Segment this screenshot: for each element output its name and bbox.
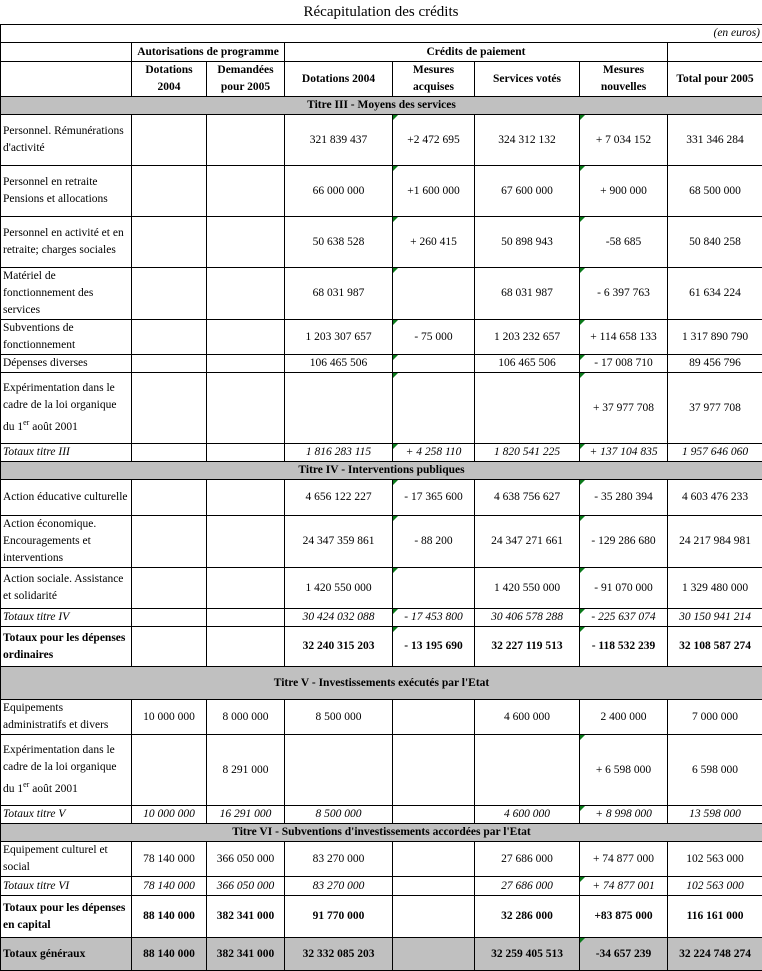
value-cell (132, 516, 207, 568)
row-label: Equipement culturel et social (1, 842, 132, 877)
value-cell: - 17 453 800 (393, 609, 475, 627)
value-cell (285, 735, 393, 806)
value-cell: 27 686 000 (475, 877, 580, 896)
col-header: Mesures nouvelles (580, 62, 668, 97)
table-row (1, 320, 762, 355)
table-row (1, 700, 762, 735)
value-cell: 13 598 000 (668, 806, 762, 824)
value-cell (207, 320, 285, 355)
col-header: Demandées pour 2005 (207, 62, 285, 97)
value-cell (393, 373, 475, 444)
value-cell: 30 424 032 088 (285, 609, 393, 627)
subtotal-row (1, 609, 762, 627)
row-label: Subventions de fonctionnement (1, 320, 132, 355)
value-cell: 2 400 000 (580, 700, 668, 735)
value-cell: 106 465 506 (475, 355, 580, 373)
section-row (1, 824, 762, 842)
value-cell: 366 050 000 (207, 877, 285, 896)
value-cell: 102 563 000 (668, 842, 762, 877)
row-label: Totaux titre IV (1, 609, 132, 627)
value-cell: 32 240 315 203 (285, 627, 393, 667)
value-cell: +83 875 000 (580, 896, 668, 938)
value-cell: -34 657 239 (580, 938, 668, 971)
value-cell: - 17 365 600 (393, 480, 475, 516)
value-cell (132, 166, 207, 217)
value-cell: - 6 397 763 (580, 268, 668, 320)
value-cell: - 91 070 000 (580, 568, 668, 609)
value-cell: 1 820 541 225 (475, 444, 580, 462)
value-cell: 30 150 941 214 (668, 609, 762, 627)
table-row (1, 516, 762, 568)
value-cell: 88 140 000 (132, 938, 207, 971)
subtotal-row (1, 444, 762, 462)
table-row (1, 355, 762, 373)
col-header: Dotations 2004 (285, 62, 393, 97)
value-cell: 24 347 271 661 (475, 516, 580, 568)
value-cell: 61 634 224 (668, 268, 762, 320)
value-cell: 8 291 000 (207, 735, 285, 806)
total-row (1, 896, 762, 938)
value-cell (207, 480, 285, 516)
value-cell: 8 000 000 (207, 700, 285, 735)
value-cell (207, 166, 285, 217)
row-label: Totaux pour les dépenses ordinaires (1, 627, 132, 667)
value-cell (132, 609, 207, 627)
cp-group-header: Crédits de paiement (285, 43, 668, 62)
table-row (1, 842, 762, 877)
value-cell: 1 420 550 000 (475, 568, 580, 609)
value-cell: 321 839 437 (285, 115, 393, 166)
value-cell: 50 898 943 (475, 217, 580, 268)
value-cell (393, 735, 475, 806)
row-label: Expérimentation dans le cadre de la loi organique du 1er août 2001 (1, 735, 132, 806)
value-cell: 88 140 000 (132, 896, 207, 938)
value-cell (207, 217, 285, 268)
value-cell: 1 816 283 115 (285, 444, 393, 462)
value-cell: 7 000 000 (668, 700, 762, 735)
value-cell (207, 268, 285, 320)
row-label: Totaux généraux (1, 938, 132, 971)
value-cell: 16 291 000 (207, 806, 285, 824)
value-cell (132, 735, 207, 806)
value-cell: - 225 637 074 (580, 609, 668, 627)
value-cell: - 35 280 394 (580, 480, 668, 516)
value-cell (393, 268, 475, 320)
row-label: Matériel de fonctionnement des services (1, 268, 132, 320)
value-cell: 32 224 748 274 (668, 938, 762, 971)
row-label: Personnel. Rémunérations d'activité (1, 115, 132, 166)
total-row (1, 627, 762, 667)
row-label: Totaux pour les dépenses en capital (1, 896, 132, 938)
value-cell (393, 877, 475, 896)
section-row (1, 97, 762, 115)
value-cell: 10 000 000 (132, 806, 207, 824)
value-cell: 68 031 987 (475, 268, 580, 320)
value-cell: + 900 000 (580, 166, 668, 217)
table-row (1, 480, 762, 516)
value-cell: 6 598 000 (668, 735, 762, 806)
value-cell (132, 217, 207, 268)
value-cell (207, 609, 285, 627)
value-cell: + 74 877 000 (580, 842, 668, 877)
value-cell: 50 840 258 (668, 217, 762, 268)
value-cell: 24 347 359 861 (285, 516, 393, 568)
value-cell: 10 000 000 (132, 700, 207, 735)
table-row (1, 268, 762, 320)
value-cell: 27 686 000 (475, 842, 580, 877)
value-cell: 32 108 587 274 (668, 627, 762, 667)
value-cell: + 260 415 (393, 217, 475, 268)
col-header: Mesures acquises (393, 62, 475, 97)
value-cell: +1 600 000 (393, 166, 475, 217)
value-cell: 67 600 000 (475, 166, 580, 217)
value-cell (132, 568, 207, 609)
value-cell: - 17 008 710 (580, 355, 668, 373)
section-title: Titre VI - Subventions d'investissements accordées par l'Etat (1, 824, 762, 842)
value-cell: + 137 104 835 (580, 444, 668, 462)
value-cell: - 129 286 680 (580, 516, 668, 568)
value-cell (393, 806, 475, 824)
table-row (1, 373, 762, 444)
unit-label: (en euros) (668, 25, 762, 43)
value-cell: 8 500 000 (285, 700, 393, 735)
value-cell: + 114 658 133 (580, 320, 668, 355)
header-group-row (1, 43, 762, 62)
value-cell: 32 259 405 513 (475, 938, 580, 971)
value-cell: 4 638 756 627 (475, 480, 580, 516)
value-cell: 68 031 987 (285, 268, 393, 320)
value-cell (393, 568, 475, 609)
grand-total-row (1, 938, 762, 971)
value-cell: 4 656 122 227 (285, 480, 393, 516)
value-cell: 1 203 232 657 (475, 320, 580, 355)
row-label: Personnel en activité et en retraite; charges sociales (1, 217, 132, 268)
value-cell (475, 735, 580, 806)
value-cell (393, 896, 475, 938)
value-cell: 66 000 000 (285, 166, 393, 217)
value-cell: 83 270 000 (285, 877, 393, 896)
value-cell: 8 500 000 (285, 806, 393, 824)
value-cell (132, 115, 207, 166)
value-cell: 1 957 646 060 (668, 444, 762, 462)
value-cell: 331 346 284 (668, 115, 762, 166)
section-row (1, 462, 762, 480)
unit-row (1, 25, 762, 43)
value-cell (207, 516, 285, 568)
row-label: Action sociale. Assistance et solidarité (1, 568, 132, 609)
value-cell: - 13 195 690 (393, 627, 475, 667)
value-cell: 4 603 476 233 (668, 480, 762, 516)
value-cell: + 4 258 110 (393, 444, 475, 462)
value-cell: 1 420 550 000 (285, 568, 393, 609)
row-label: Equipements administratifs et divers (1, 700, 132, 735)
table-row (1, 568, 762, 609)
value-cell: + 7 034 152 (580, 115, 668, 166)
value-cell (393, 938, 475, 971)
table-row (1, 115, 762, 166)
section-title: Titre III - Moyens des services (1, 97, 762, 115)
col-header: Services votés (475, 62, 580, 97)
value-cell: 4 600 000 (475, 700, 580, 735)
value-cell (132, 444, 207, 462)
row-label: Action économique. Encouragements et interventions (1, 516, 132, 568)
ap-group-header: Autorisations de programme (132, 43, 285, 62)
subtotal-row (1, 877, 762, 896)
value-cell (393, 700, 475, 735)
value-cell (475, 373, 580, 444)
value-cell: 78 140 000 (132, 877, 207, 896)
value-cell: 32 286 000 (475, 896, 580, 938)
value-cell (132, 355, 207, 373)
value-cell: 68 500 000 (668, 166, 762, 217)
value-cell: -58 685 (580, 217, 668, 268)
value-cell: 102 563 000 (668, 877, 762, 896)
section-title: Titre IV - Interventions publiques (1, 462, 762, 480)
value-cell: 89 456 796 (668, 355, 762, 373)
value-cell: 83 270 000 (285, 842, 393, 877)
value-cell: 382 341 000 (207, 938, 285, 971)
value-cell: 1 329 480 000 (668, 568, 762, 609)
value-cell: + 8 998 000 (580, 806, 668, 824)
value-cell: 32 227 119 513 (475, 627, 580, 667)
value-cell: 382 341 000 (207, 896, 285, 938)
row-label: Expérimentation dans le cadre de la loi organique du 1er août 2001 (1, 373, 132, 444)
value-cell: + 74 877 001 (580, 877, 668, 896)
value-cell: 78 140 000 (132, 842, 207, 877)
row-label: Dépenses diverses (1, 355, 132, 373)
value-cell: 37 977 708 (668, 373, 762, 444)
value-cell (393, 842, 475, 877)
value-cell: 4 600 000 (475, 806, 580, 824)
value-cell: 91 770 000 (285, 896, 393, 938)
value-cell: 30 406 578 288 (475, 609, 580, 627)
credits-table (0, 24, 762, 971)
value-cell (207, 115, 285, 166)
value-cell (207, 355, 285, 373)
value-cell (132, 480, 207, 516)
value-cell: 24 217 984 981 (668, 516, 762, 568)
section-title: Titre V - Investissements exécutés par l'Etat (1, 667, 762, 700)
value-cell: - 118 532 239 (580, 627, 668, 667)
value-cell (132, 320, 207, 355)
col-header: Dotations 2004 (132, 62, 207, 97)
section-row (1, 667, 762, 700)
row-label: Personnel en retraite Pensions et allocations (1, 166, 132, 217)
value-cell (207, 444, 285, 462)
table-row (1, 217, 762, 268)
value-cell: - 88 200 (393, 516, 475, 568)
table-row (1, 735, 762, 806)
value-cell (132, 627, 207, 667)
value-cell: 1 317 890 790 (668, 320, 762, 355)
value-cell (132, 268, 207, 320)
value-cell (207, 568, 285, 609)
page-title: Récapitulation des crédits (0, 0, 762, 24)
value-cell (132, 373, 207, 444)
value-cell (285, 373, 393, 444)
value-cell: 32 332 085 203 (285, 938, 393, 971)
value-cell (393, 355, 475, 373)
value-cell: +2 472 695 (393, 115, 475, 166)
subtotal-row (1, 806, 762, 824)
row-label: Totaux titre III (1, 444, 132, 462)
row-label: Totaux titre V (1, 806, 132, 824)
value-cell: + 37 977 708 (580, 373, 668, 444)
value-cell: 366 050 000 (207, 842, 285, 877)
value-cell (207, 627, 285, 667)
value-cell: 1 203 307 657 (285, 320, 393, 355)
table-row (1, 166, 762, 217)
value-cell: 106 465 506 (285, 355, 393, 373)
value-cell: - 75 000 (393, 320, 475, 355)
value-cell: 324 312 132 (475, 115, 580, 166)
column-header-row (1, 62, 762, 97)
row-label: Action éducative culturelle (1, 480, 132, 516)
value-cell: 50 638 528 (285, 217, 393, 268)
value-cell: + 6 598 000 (580, 735, 668, 806)
value-cell (207, 373, 285, 444)
value-cell: 116 161 000 (668, 896, 762, 938)
row-label: Totaux titre VI (1, 877, 132, 896)
col-header: Total pour 2005 (668, 62, 762, 97)
